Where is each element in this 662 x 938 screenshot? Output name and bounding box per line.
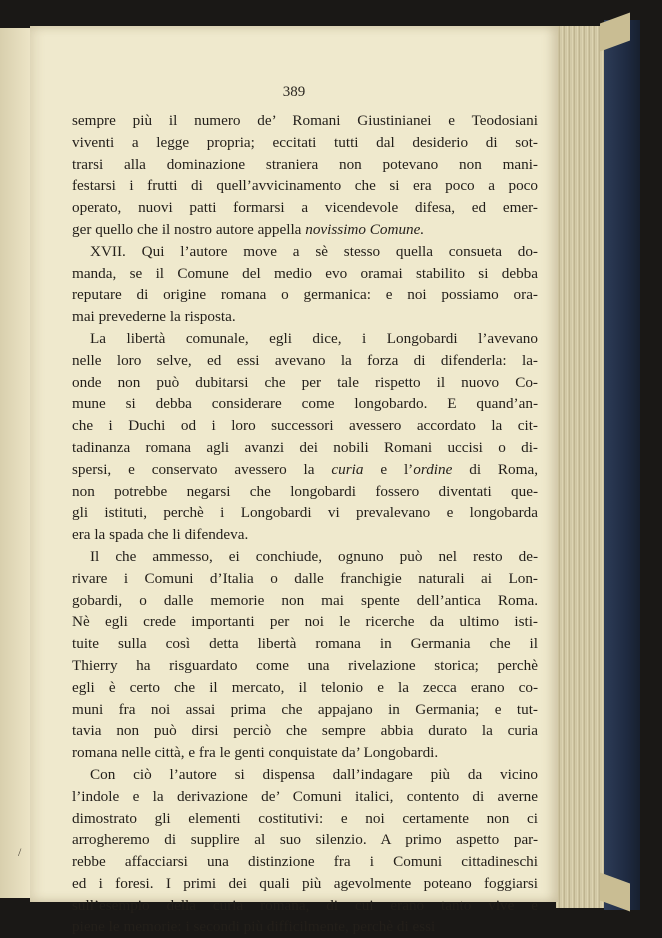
body-text: [72, 110, 538, 938]
text-line: Nè egli crede importanti per noi le ricerche da ultimo isti-: [72, 613, 538, 631]
text-line: gli istituti, perchè i Longobardi vi prevalevano e longobarda: [72, 504, 538, 522]
text-line: tavia non può dirsi perciò che sempre abbia durato la curia: [72, 722, 538, 740]
text-line: egli è certo che il mercato, il telonio e la zecca erano co-: [72, 678, 538, 696]
text-line: non potrebbe negarsi che longobardi fossero diventati que-: [72, 482, 538, 500]
text-line: Thierry ha risguardato come una rivelazione storica; perchè: [72, 656, 538, 674]
text-line: onde non può dubitarsi che per tale rispetto il nuovo Co-: [72, 373, 538, 391]
text-line: tuite sulla così detta libertà romana in Germania che il: [72, 635, 538, 653]
text-line: La libertà comunale, egli dice, i Longobardi l’avevano: [90, 329, 538, 347]
text-line: XVII. Qui l’autore move a sè stesso quella consueta do-: [90, 242, 538, 260]
text-line: reputare di origine romana o germanica: e noi possiamo ora-: [72, 286, 538, 304]
text-line: manda, se il Comune del medio evo oramai stabilito si debba: [72, 264, 538, 282]
text-line: arrogheremo di supplire al suo silenzio. A primo aspetto par-: [72, 831, 538, 849]
text-line: muni fra noi assai prima che appajano in Germania; e tut-: [72, 700, 538, 718]
text-line: l’indole e la derivazione de’ Comuni italici, contento di averne: [72, 787, 538, 805]
page-number: 389: [282, 84, 306, 100]
text-line: sempre più il numero de’ Romani Giustinianei e Teodosiani: [72, 112, 538, 129]
text-line: ed i foresi. I primi dei quali più agevolmente poteano foggiarsi: [72, 874, 538, 892]
text-line: operato, nuovi patti formarsi a vicendevole difesa, ed emer-: [72, 199, 538, 217]
text-line: mune si debba considerare come longobardo. E quand’an-: [72, 395, 538, 413]
text-line: rivare i Comuni d’Italia o dalle franchigie naturali ai Lon-: [72, 569, 538, 587]
text-line: mai prevederne la risposta.: [72, 308, 236, 326]
text-line: era la spada che li difendeva.: [72, 526, 249, 544]
text-line: rebbe affacciarsi una distinzione fra i Comuni cittadineschi: [72, 853, 538, 871]
text-line: che i Duchi od i loro successori avessero accordato la cit-: [72, 417, 538, 435]
left-page-edge: [0, 28, 31, 898]
text-line: nelle loro selve, ed essi avevano la forza di difenderla: la-: [72, 351, 538, 369]
text-line: romana nelle città, e fra le genti conquistate da’ Longobardi.: [72, 744, 439, 762]
book-page: [30, 26, 558, 936]
margin-mark: /: [18, 845, 22, 859]
text-line: festarsi i frutti di quell’avvicinamento che si era poco a poco: [72, 177, 538, 195]
text-line: tadinanza romana agli avanzi dei nobili Romani uccisi o di-: [72, 438, 538, 456]
text-line: gobardi, o dalle memorie non mai spente dell’antica Roma.: [72, 591, 538, 609]
text-line: piene le memorie: i secondi più difficilmente, perchè di essi: [72, 918, 436, 936]
text-line: Il che ammesso, ei conchiude, ognuno può nel resto de-: [90, 547, 538, 565]
text-line: spersi, e conservato avessero la curia e l’ordine di Roma,: [72, 460, 538, 478]
text-line: dimostrato gli elementi costitutivi: e noi certamente non ci: [72, 809, 538, 827]
text-line: sull’esempio della curia romana, di cui erano tanto vive e: [72, 896, 538, 914]
text-line: viventi a legge propria; eccitati tutti dal desiderio di sot-: [72, 133, 538, 151]
text-line: ger quello che il nostro autore appella novissimo Comune.: [72, 220, 425, 238]
page-stack-edge: [556, 26, 606, 908]
book-cover: [604, 20, 640, 910]
text-line: trarsi alla dominazione straniera non potevano non mani-: [72, 155, 538, 173]
text-line: Con ciò l’autore si dispensa dall’indagare più da vicino: [90, 765, 538, 783]
